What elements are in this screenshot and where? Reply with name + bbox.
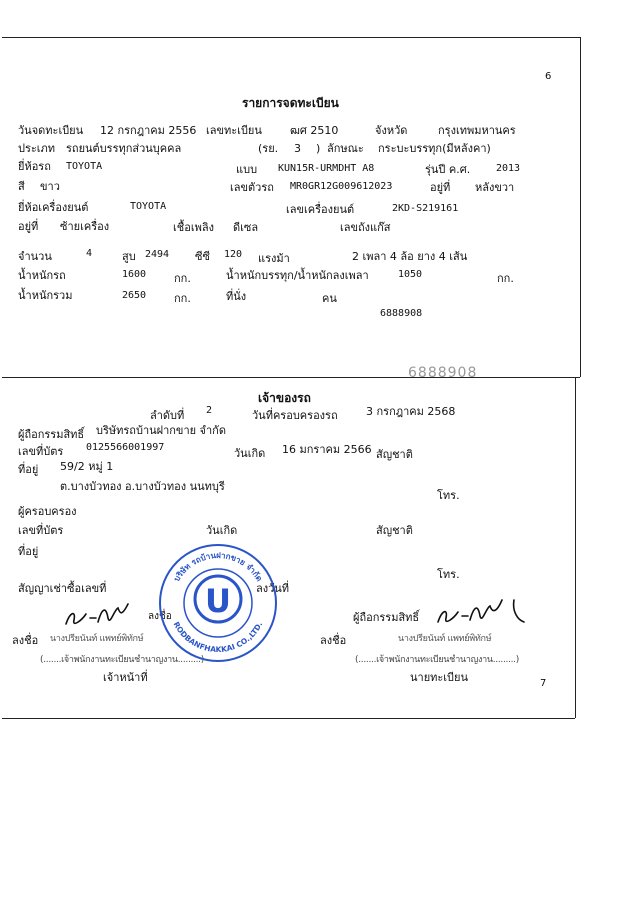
chassis-label: เลขตัวรถ: [230, 181, 274, 194]
bottom-border: [2, 718, 575, 719]
lease-number-label: สัญญาเช่าซื้อเลขที่: [18, 582, 107, 595]
year-label: รุ่นปี ค.ศ.: [425, 163, 471, 176]
right-signature: [432, 592, 532, 632]
fuel-label: เชื้อเพลิง: [173, 221, 214, 234]
color: ขาว: [40, 180, 60, 193]
vehicle-type: รถยนต์บรรทุกส่วนบุคคล: [66, 142, 182, 155]
style-label: ลักษณะ: [327, 142, 364, 155]
type-code-prefix: (รย.: [258, 142, 279, 155]
engine-no-label: เลขเครื่องยนต์: [286, 203, 355, 216]
stamp-logo-letter: U: [205, 582, 231, 620]
possessor-label: ผู้ครอบครอง: [18, 505, 77, 518]
right-role: นายทะเบียน: [410, 671, 469, 684]
right-border-upper: [580, 37, 581, 377]
brand: TOYOTA: [66, 161, 103, 172]
engine-location-label: อยู่ที่: [18, 220, 39, 233]
owner-title: เจ้าของรถ: [258, 391, 311, 405]
cc-label: ซีซี: [195, 250, 210, 263]
owner-id-number: 0125566001997: [86, 442, 165, 453]
brand-label: ยี่ห้อรถ: [18, 160, 51, 173]
model-label: แบบ: [236, 163, 258, 176]
left-role: เจ้าหน้าที่: [103, 671, 148, 684]
engine-cc: 2494: [145, 249, 170, 260]
owner-dob-label: วันเกิด: [234, 447, 266, 460]
type-label: ประเภท: [18, 142, 56, 155]
stamp-text-bottom: RODBANFHAKKAI CO.,LTD.: [171, 620, 265, 655]
vehicle-style: กระบะบรรทุก(มีหลังคา): [378, 142, 491, 155]
middle-fold-line: [2, 377, 580, 378]
vehicle-weight: 1600: [122, 269, 147, 280]
possessor-tel-label: โทร.: [437, 568, 460, 581]
fuel: ดีเซล: [233, 221, 259, 234]
weight-unit: กก.: [174, 272, 191, 285]
model-year: 2013: [496, 163, 521, 174]
left-small-sign-label: ลงชื่อ: [148, 611, 172, 622]
reg-no: ฒศ 2510: [290, 124, 339, 137]
left-signature: [62, 596, 132, 632]
owner-name: บริษัทรถบ้านฝากขาย จำกัด: [96, 424, 226, 437]
cylinder-count: 4: [86, 248, 93, 259]
right-signer-name: นางปรียนันท์ แพทย์พิทักษ์: [398, 634, 492, 644]
color-label: สี: [18, 180, 25, 193]
left-signer-position: (.......เจ้าพนักงานทะเบียนชำนาญงาน.........): [40, 655, 204, 665]
gross-weight-label: น้ำหนักรวม: [18, 289, 73, 302]
engine-location: ซ้ายเครื่อง: [60, 220, 110, 233]
possessor-nationality-label: สัญชาติ: [376, 524, 413, 537]
engine-brand: TOYOTA: [130, 201, 167, 212]
province-label: จังหวัด: [375, 124, 408, 137]
company-stamp: [157, 542, 279, 664]
chassis-location: หลังขวา: [475, 181, 515, 194]
owner-address-label: ที่อยู่: [18, 463, 39, 476]
type-code-suffix: ): [316, 142, 321, 155]
possession-date-label: วันที่ครอบครองรถ: [252, 409, 338, 422]
cylinder-unit: สูบ: [122, 250, 136, 263]
left-sign-label: ลงชื่อ: [12, 634, 39, 647]
horsepower: 120: [224, 249, 243, 260]
document-number: 6888908: [380, 308, 423, 319]
possession-date: 3 กรกฎาคม 2568: [366, 405, 456, 418]
hp-label: แรงม้า: [258, 252, 290, 265]
chassis-number: MR0GR12G009612023: [290, 181, 393, 192]
owner-address-line2: ต.บางบัวทอง อ.บางบัวทอง นนทบุรี: [60, 480, 225, 493]
engine-number: 2KD-S219161: [392, 203, 459, 214]
document-number-faded: 6888908: [408, 365, 478, 381]
right-border-lower: [575, 378, 576, 718]
lease-date-label: ลงวันที่: [256, 582, 290, 595]
owner-nationality-label: สัญชาติ: [376, 448, 413, 461]
sequence-number: 2: [206, 405, 213, 416]
gas-tank-label: เลขถังแก๊ส: [340, 221, 391, 234]
chassis-location-label: อยู่ที่: [430, 181, 451, 194]
right-signer-position: (.......เจ้าพนักงานทะเบียนชำนาญงาน.........): [355, 655, 519, 665]
right-sign-label: ลงชื่อ: [320, 634, 347, 647]
top-border: [2, 37, 580, 38]
engine-brand-label: ยี่ห้อเครื่องยนต์: [18, 201, 89, 214]
province: กรุงเทพมหานคร: [438, 124, 516, 137]
load-label: น้ำหนักบรรทุก/น้ำหนักลงเพลา: [226, 269, 369, 282]
weight-label: น้ำหนักรถ: [18, 269, 66, 282]
reg-date: 12 กรกฎาคม 2556: [100, 124, 197, 137]
possessor-dob-label: วันเกิด: [206, 524, 238, 537]
page-number-bottom: 7: [540, 678, 547, 689]
reg-date-label: วันจดทะเบียน: [18, 124, 84, 137]
type-code: 3: [294, 142, 301, 155]
reg-no-label: เลขทะเบียน: [206, 124, 262, 137]
seats-label: ที่นั่ง: [226, 290, 247, 303]
model: KUN15R-URMDHT A8: [278, 163, 375, 174]
owner-dob: 16 มกราคม 2566: [282, 443, 372, 456]
load-unit: กก.: [497, 272, 514, 285]
left-signer-name: นางปรียนันท์ แพทย์พิทักษ์: [50, 634, 144, 644]
stamp-text-top: บริษัท รถบ้านฝากขาย จำกัด: [172, 550, 264, 584]
page-number-top: 6: [545, 71, 552, 82]
sequence-label: ลำดับที่: [150, 409, 185, 422]
axle-wheel-tire: 2 เพลา 4 ล้อ ยาง 4 เส้น: [352, 250, 468, 263]
possessor-id-label: เลขที่บัตร: [18, 524, 64, 537]
right-holder-label: ผู้ถือกรรมสิทธิ์: [353, 611, 420, 624]
registration-title: รายการจดทะเบียน: [242, 96, 339, 110]
owner-label: ผู้ถือกรรมสิทธิ์: [18, 428, 85, 441]
load-weight: 1050: [398, 269, 423, 280]
owner-id-label: เลขที่บัตร: [18, 445, 64, 458]
owner-address-line1: 59/2 หมู่ 1: [60, 460, 114, 473]
owner-tel-label: โทร.: [437, 489, 460, 502]
gross-weight: 2650: [122, 290, 147, 301]
cylinder-label: จำนวน: [18, 250, 52, 263]
gross-unit: กก.: [174, 292, 191, 305]
possessor-address-label: ที่อยู่: [18, 545, 39, 558]
seats-unit: คน: [322, 292, 337, 305]
